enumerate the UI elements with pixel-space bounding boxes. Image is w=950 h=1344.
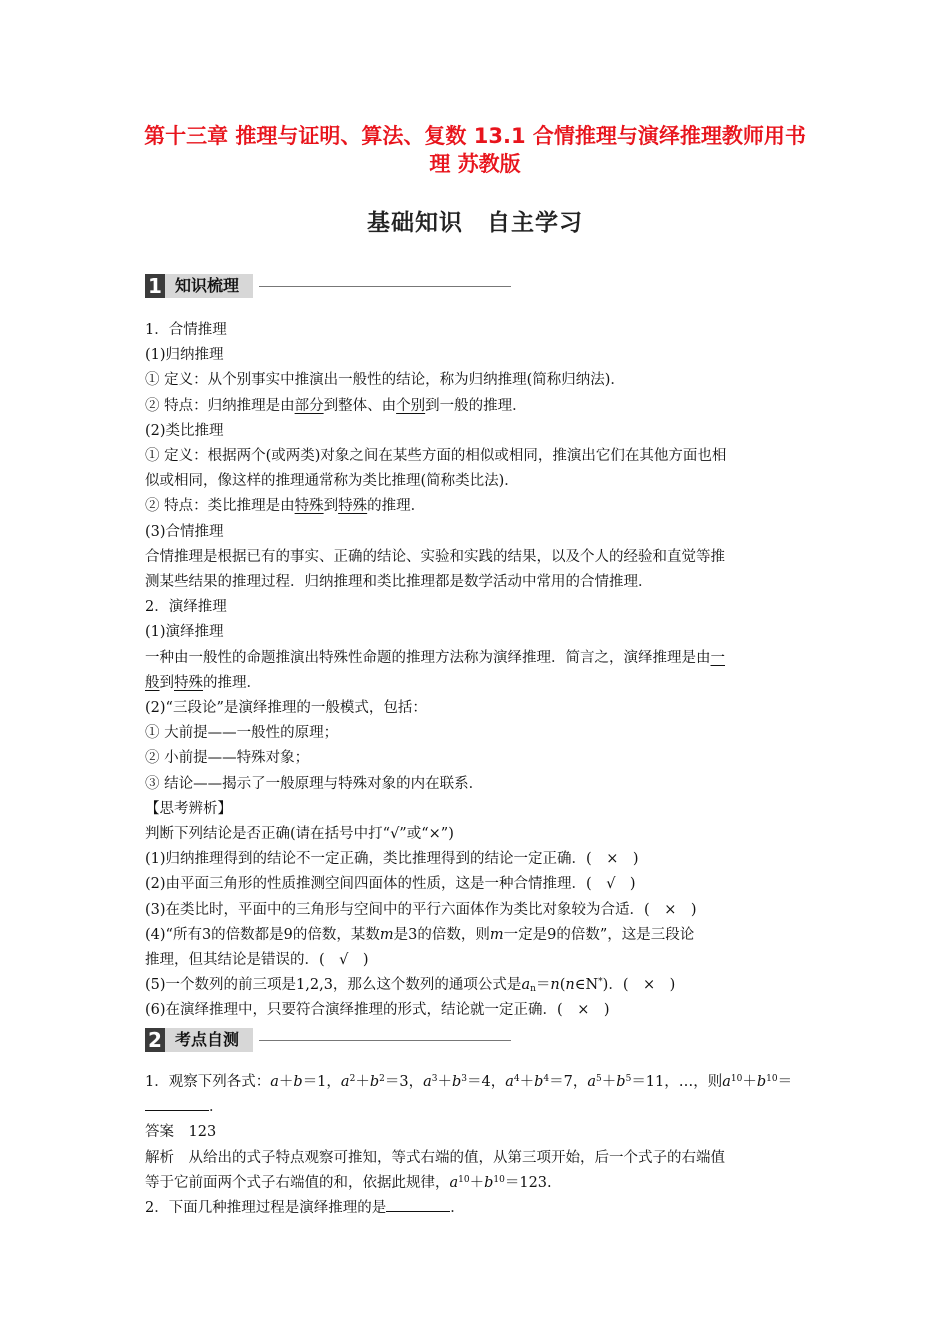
answer-line: 答案 123	[145, 1124, 217, 1141]
section-rule	[259, 1040, 511, 1041]
text-line: 推理，但其结论是错误的．( √ )	[145, 952, 369, 969]
text-line: 一种由一般性的命题推演出特殊性命题的推理方法称为演绎推理．简言之，演绎推理是由一	[145, 649, 725, 666]
text-line: ① 定义：从个别事实中推演出一般性的结论，称为归纳推理(简称归纳法)．	[145, 372, 625, 389]
text-line: (2)“三段论”是演绎推理的一般模式，包括：	[145, 700, 427, 717]
section-number: 1	[145, 274, 165, 298]
text-line: ① 大前提——一般性的原理；	[145, 725, 339, 742]
text-line: 判断下列结论是否正确(请在括号中打“√”或“×”)	[145, 826, 454, 843]
text-line: (1)归纳推理	[145, 347, 224, 364]
judge-item: (5)一个数列的前三项是1,2,3，那么这个数列的通项公式是$a_n=n(n\in N^*)$．( × )	[145, 977, 676, 995]
text-line: ② 特点：归纳推理是由部分到整体、由个别到一般的推理．	[145, 397, 527, 414]
text-line: 般到特殊的推理．	[145, 674, 261, 691]
answer-underline: 特殊	[174, 674, 203, 691]
question-2: 2．下面几种推理过程是演绎推理的是 ．	[145, 1196, 807, 1221]
text-line: 1．合情推理	[145, 322, 227, 338]
answer-underline: 特殊	[338, 498, 368, 515]
text-line: (3)合情推理	[145, 523, 224, 540]
section-number: 2	[145, 1028, 165, 1052]
answer-blank	[386, 1197, 450, 1212]
judge-item: (3)在类比时，平面中的三角形与空间中的平行六面体作为类比对象较为合适．( × )	[145, 901, 697, 918]
question-1-blank-line: ．	[145, 1095, 807, 1120]
knowledge-body	[145, 318, 807, 1024]
text-line: 似或相同，像这样的推理通常称为类比推理(简称类比法)．	[145, 473, 519, 490]
text-line: ① 定义：根据两个(或两类)对象之间在某些方面的相似或相同，推演出它们在其他方面也相	[145, 448, 727, 465]
document-title: 第十三章 推理与证明、算法、复数 13.1 合情推理与演绎推理教师用书 理 苏教版	[144, 124, 806, 176]
judge-item: (2)由平面三角形的性质推测空间四面体的性质，这是一种合情推理．( √ )	[145, 876, 636, 893]
analysis-line: 等于它前面两个式子右端值的和，依据此规律，$a^{10}+b^{10}=123$.	[145, 1174, 552, 1191]
section-rule	[259, 286, 511, 287]
section-header-knowledge	[145, 273, 511, 299]
text-line: 测某些结果的推理过程．归纳推理和类比推理都是数学活动中常用的合情推理．	[145, 574, 653, 591]
analysis-line: 解析 从给出的式子特点观察可推知，等式右端的值，从第三项开始，后一个式子的右端值	[145, 1149, 725, 1166]
text-line: (2)类比推理	[145, 422, 224, 439]
text-line: 【思考辨析】	[145, 800, 232, 817]
answer-underline: 个别	[396, 397, 426, 414]
text-line: ② 小前提——特殊对象；	[145, 750, 310, 767]
section-label: 考点自测	[165, 1028, 253, 1052]
text-line: (1)演绎推理	[145, 624, 224, 641]
judge-item: (6)在演绎推理中，只要符合演绎推理的形式，结论就一定正确．( × )	[145, 1002, 610, 1019]
text-line: 合情推理是根据已有的事实、正确的结论、实验和实践的结果，以及个人的经验和直觉等推	[145, 548, 725, 565]
section-header-selftest	[145, 1027, 511, 1053]
question-1: 1．观察下列各式：a＋b＝1，$a^2+b^2=3$，$a^3+b^3=4$，$a^4+b^4=7$，$a^5+b^5=11$，…，则$a^{10}+b^{10}=$	[145, 1074, 793, 1090]
text-line: ③ 结论——揭示了一般原理与特殊对象的内在联系．	[145, 775, 484, 792]
judge-item: (4)“所有3的倍数都是9的倍数，某数m是3的倍数，则m一定是9的倍数”，这是三段论	[145, 926, 695, 943]
answer-underline: 般	[145, 674, 160, 691]
selftest-body	[145, 1070, 807, 1221]
section-label: 知识梳理	[165, 274, 253, 298]
answer-blank	[145, 1096, 209, 1111]
answer-underline: 特殊	[294, 498, 324, 515]
text-line: 2．演绎推理	[145, 599, 227, 616]
judge-item: (1)归纳推理得到的结论不一定正确，类比推理得到的结论一定正确．( × )	[145, 851, 639, 868]
answer-underline: 一	[710, 649, 725, 666]
text-line: ② 特点：类比推理是由特殊到特殊的推理．	[145, 498, 426, 515]
answer-underline: 部分	[294, 397, 324, 414]
section-subtitle: 基础知识 自主学习	[367, 210, 583, 236]
